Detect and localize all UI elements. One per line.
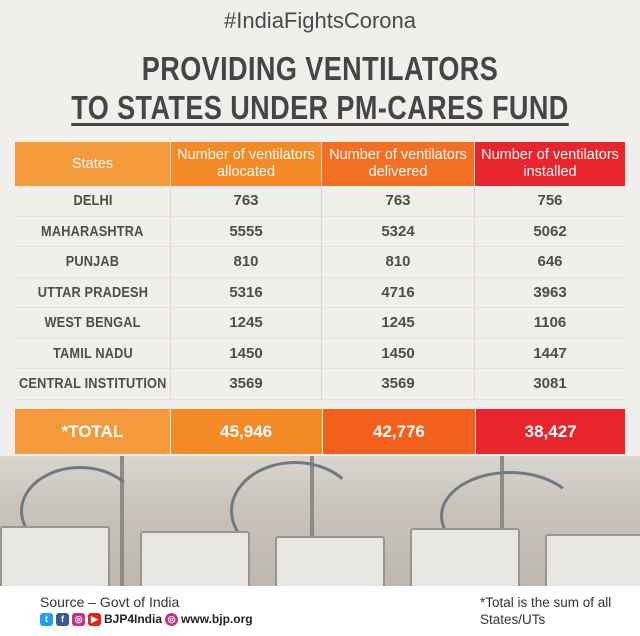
delivered-cell: 1450 (321, 339, 474, 369)
ventilator-unit (140, 531, 250, 586)
header-allocated: Number of ventilators allocated (170, 142, 321, 186)
website-icon: ◎ (165, 613, 178, 626)
ventilator-unit (275, 536, 385, 586)
allocated-cell: 5555 (170, 217, 321, 247)
website-link[interactable]: www.bjp.org (181, 612, 253, 626)
state-name: WEST BENGAL (44, 314, 141, 332)
allocated-cell: 1245 (170, 308, 321, 338)
state-name: UTTAR PRADESH (37, 283, 148, 301)
twitter-icon[interactable]: t (40, 613, 53, 626)
table-row (15, 278, 625, 309)
installed-cell: 3081 (474, 369, 625, 399)
installed-cell: 756 (474, 186, 625, 216)
table-row (15, 339, 625, 370)
youtube-icon[interactable]: ▶ (88, 613, 101, 626)
delivered-cell: 1245 (321, 308, 474, 338)
delivered-cell: 3569 (321, 369, 474, 399)
state-cell (15, 369, 170, 399)
allocated-cell: 3569 (170, 369, 321, 399)
state-cell (15, 247, 170, 277)
state-name: MAHARASHTRA (41, 222, 144, 240)
delivered-cell: 810 (321, 247, 474, 277)
allocated-cell: 763 (170, 186, 321, 216)
table-row (15, 186, 625, 217)
instagram-icon[interactable]: ◎ (72, 613, 85, 626)
footnote: *Total is the sum of all States/UTs (480, 595, 612, 627)
delivered-cell: 763 (321, 186, 474, 216)
allocated-cell: 5316 (170, 278, 321, 308)
delivered-cell: 4716 (321, 278, 474, 308)
delivered-cell: 5324 (321, 217, 474, 247)
table-row (15, 217, 625, 248)
header-states: States (15, 142, 170, 186)
state-name: TAMIL NADU (52, 344, 133, 362)
ventilator-unit (545, 534, 640, 586)
social-links (40, 612, 253, 626)
table-row (15, 308, 625, 339)
installed-cell: 646 (474, 247, 625, 277)
title-line-2: TO STATES UNDER PM-CARES FUND (71, 89, 569, 126)
state-cell (15, 308, 170, 338)
ventilator-unit (410, 528, 520, 586)
installed-cell: 1106 (474, 308, 625, 338)
allocated-cell: 1450 (170, 339, 321, 369)
total-delivered: 42,776 (323, 409, 476, 454)
state-cell (15, 217, 170, 247)
state-cell (15, 186, 170, 216)
ventilator-table (15, 142, 625, 400)
title-line-1: PROVIDING VENTILATORS (141, 50, 499, 87)
source-text: Source – Govt of India (40, 594, 180, 610)
social-handle[interactable]: BJP4India (104, 612, 163, 626)
installed-cell: 3963 (474, 278, 625, 308)
hashtag: #IndiaFightsCorona (223, 8, 416, 33)
header-installed: Number of ventilators installed (474, 142, 625, 186)
installed-cell: 5062 (474, 217, 625, 247)
installed-cell: 1447 (474, 339, 625, 369)
state-name: PUNJAB (65, 253, 120, 271)
total-installed: 38,427 (476, 409, 625, 454)
allocated-cell: 810 (170, 247, 321, 277)
state-cell (15, 278, 170, 308)
total-label: *TOTAL (15, 409, 170, 454)
facebook-icon[interactable]: f (56, 613, 69, 626)
table-row (15, 369, 625, 400)
state-name: DELHI (72, 192, 113, 210)
table-row (15, 247, 625, 278)
ventilators-photo (0, 456, 640, 586)
header-delivered: Number of ventilators delivered (321, 142, 474, 186)
table-header (15, 142, 625, 186)
state-name: CENTRAL INSTITUTION (18, 375, 167, 393)
total-allocated: 45,946 (171, 409, 322, 454)
ventilator-unit (0, 526, 110, 586)
state-cell (15, 339, 170, 369)
total-row (15, 409, 625, 454)
